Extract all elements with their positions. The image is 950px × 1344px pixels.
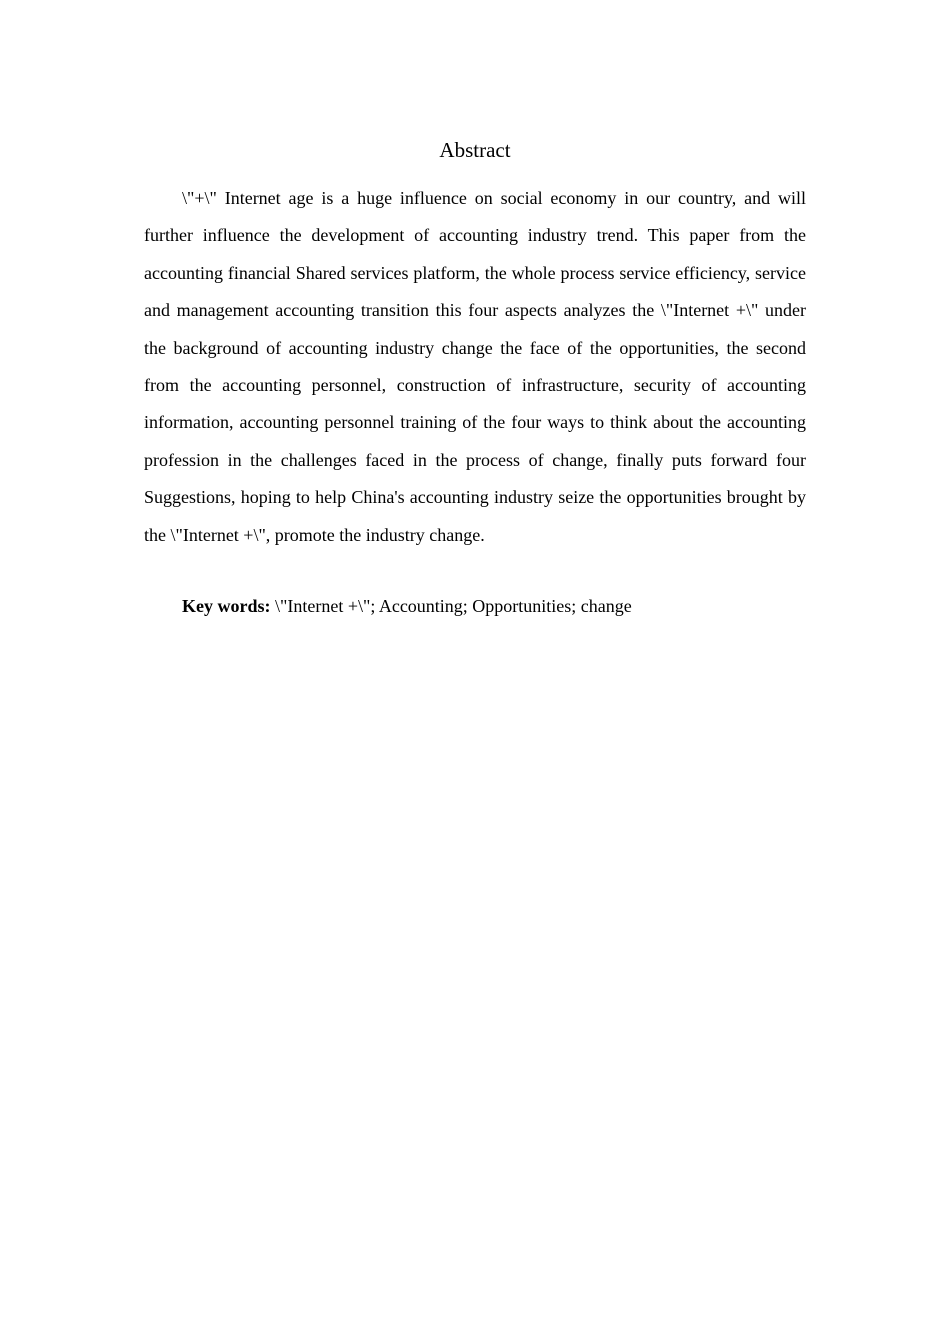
keywords-line xyxy=(144,588,806,625)
abstract-title: Abstract xyxy=(439,138,511,162)
keywords-text: \"Internet +\"; Accounting; Opportunities; change xyxy=(270,596,632,617)
abstract-paragraph: \"+\" Internet age is a huge influence on social economy in our country, and will further influence the development of accounting industry trend. This paper from the accounting financial Shared services platform, the whole process service efficiency, service and management accounting transition this four aspects analyzes the \"Internet +\" under the background of accounting industry change the face of the opportunities, the second from the accounting personnel, construction of infrastructure, security of accounting information, accounting personnel training of the four ways to think about the accounting profession in the challenges faced in the process of change, finally puts forward four Suggestions, hoping to help China's accounting industry seize the opportunities brought by the \"Internet +\", promote the industry change. xyxy=(144,188,806,545)
keywords-label: Key words: xyxy=(182,596,271,617)
abstract-section xyxy=(144,133,806,625)
